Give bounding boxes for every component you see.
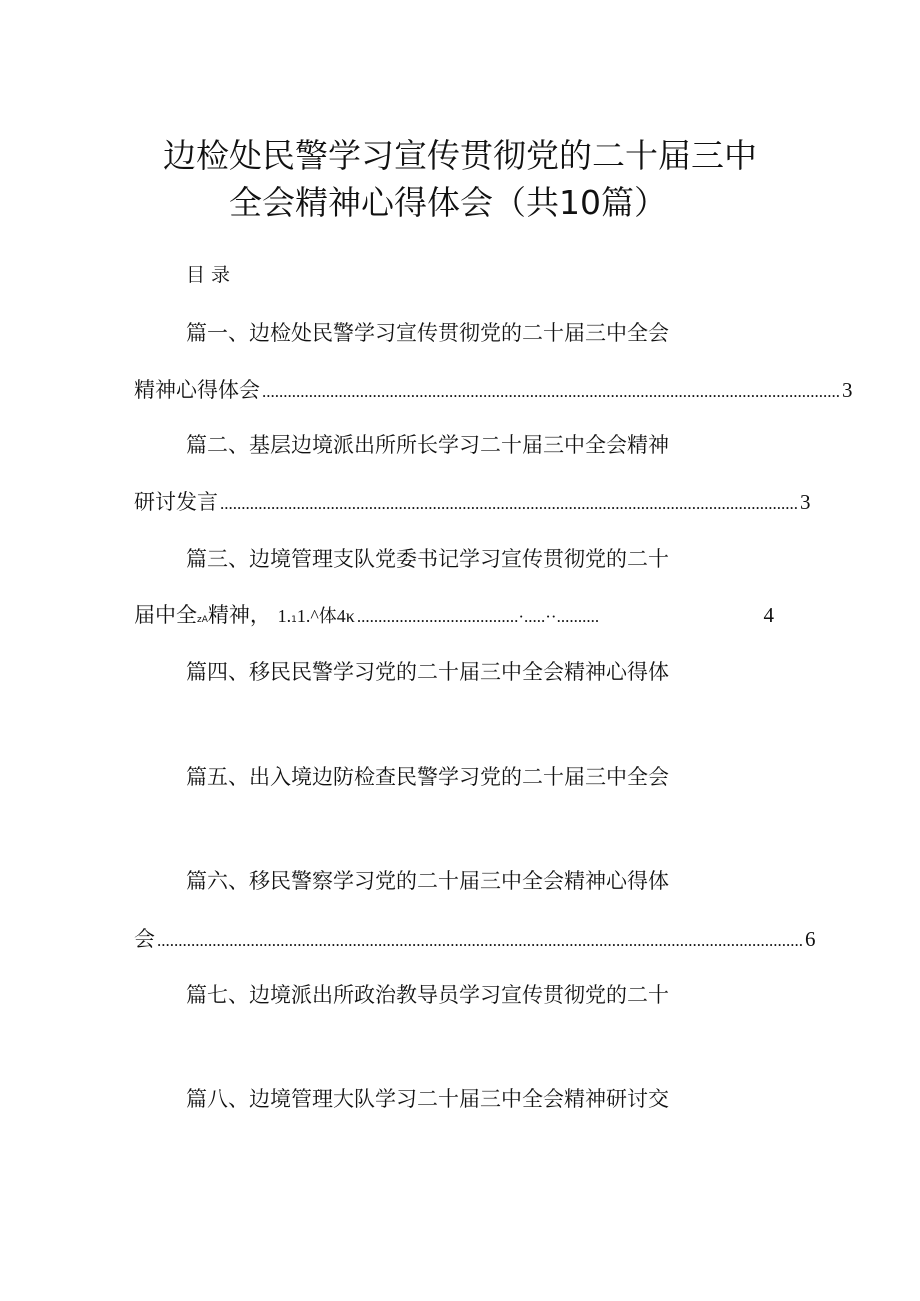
toc-entry-5-title[interactable]: 篇五、出入境边防检查民警学习党的二十届三中全会 (186, 765, 669, 789)
toc-entry-3-text-c-small: 1 (291, 615, 297, 625)
toc-entry-6-title[interactable]: 篇六、移民警察学习党的二十届三中全会精神心得体 (186, 869, 669, 893)
toc-entry-4-title[interactable]: 篇四、移民民警学习党的二十届三中全会精神心得体 (186, 660, 669, 684)
toc-entry-2-continuation-text: 研讨发言 (134, 490, 218, 514)
toc-entry-2-page-number: 3 (800, 490, 811, 514)
toc-entry-3-text-b: 精神， (207, 603, 271, 627)
toc-entry-3-text-c: 1. (277, 606, 292, 626)
toc-leader-dots: ........................................................................................................................................ (262, 382, 840, 401)
toc-entry-2-continuation[interactable] (134, 487, 811, 519)
toc-entry-3-text-e: ^体4κ (310, 606, 355, 626)
toc-entry-6-page-number: 6 (805, 927, 816, 951)
toc-entry-3-text-a: 届中全 (134, 603, 197, 627)
toc-entry-3-leader-dots: ......................................·.....··.......... (356, 607, 600, 626)
toc-entry-3-text-small: zA (197, 615, 208, 625)
toc-entry-6-continuation-text: 会 (134, 927, 155, 951)
document-title-line-2: 全会精神心得体会（共10篇） (229, 183, 667, 222)
toc-entry-3-page-number: 4 (763, 603, 774, 627)
toc-heading: 目录 (186, 264, 237, 286)
toc-entry-6-continuation[interactable] (134, 924, 816, 956)
toc-entry-8-title[interactable]: 篇八、边境管理大队学习二十届三中全会精神研讨交 (186, 1087, 669, 1111)
toc-entry-3-title[interactable]: 篇三、边境管理支队党委书记学习宣传贯彻党的二十 (186, 547, 669, 571)
toc-entry-1-title[interactable]: 篇一、边检处民警学习宣传贯彻党的二十届三中全会 (186, 321, 669, 345)
toc-entry-7-title[interactable]: 篇七、边境派出所政治教导员学习宣传贯彻党的二十 (186, 983, 669, 1007)
document-title-line-1: 边检处民警学习宣传贯彻党的二十届三中 (163, 136, 757, 175)
toc-leader-dots: ........................................................................................................................................................ (157, 931, 803, 950)
toc-entry-3-continuation[interactable] (134, 600, 774, 635)
toc-entry-1-continuation[interactable] (134, 375, 853, 407)
toc-entry-1-continuation-text: 精神心得体会 (134, 378, 260, 402)
toc-entry-3-text-d: 1. (296, 606, 311, 626)
toc-entry-3-continuation-text (134, 600, 355, 635)
toc-leader-dots: ........................................................................................................................................ (220, 494, 798, 513)
toc-entry-1-page-number: 3 (842, 378, 853, 402)
toc-entry-2-title[interactable]: 篇二、基层边境派出所所长学习二十届三中全会精神 (186, 433, 669, 457)
